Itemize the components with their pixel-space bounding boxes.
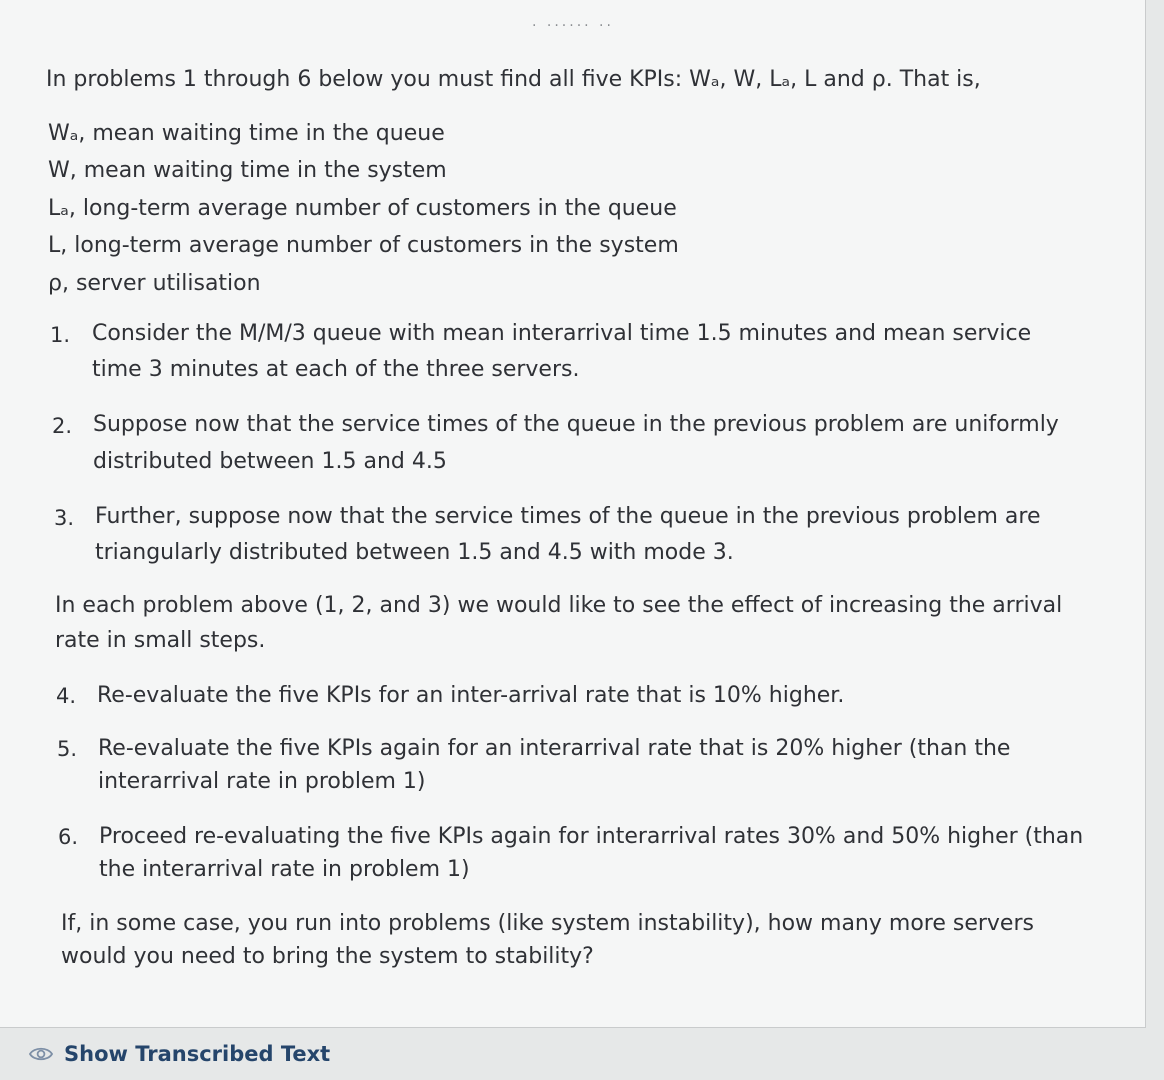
problem-6-line-1: Proceed re-evaluating the five KPIs again for interarrival rates 30% and 50% higher (than bbox=[99, 824, 1084, 849]
problem-number-6: 6. bbox=[58, 825, 79, 849]
middle-line-2: rate in small steps. bbox=[55, 628, 266, 653]
closing-line-2: would you need to bring the system to stability? bbox=[61, 944, 594, 969]
problem-number-5: 5. bbox=[57, 737, 78, 761]
problem-3-line-1: Further, suppose now that the service times of the queue in the previous problem are bbox=[95, 504, 1041, 529]
kpi-definition-rho: ρ, server utilisation bbox=[48, 271, 261, 296]
problem-number-3: 3. bbox=[54, 506, 75, 530]
problem-4-line-1: Re-evaluate the five KPIs for an inter-arrival rate that is 10% higher. bbox=[97, 683, 845, 708]
kpi-definition-w: W, mean waiting time in the system bbox=[48, 158, 447, 183]
problem-number-4: 4. bbox=[56, 684, 77, 708]
problem-5-line-1: Re-evaluate the five KPIs again for an interarrival rate that is 20% higher (than the bbox=[98, 736, 1011, 761]
kpi-definition-lq: Lₐ, long-term average number of customers in the queue bbox=[48, 196, 677, 221]
show-transcribed-text-button[interactable] bbox=[28, 1042, 330, 1066]
problem-6-line-2: the interarrival rate in problem 1) bbox=[99, 857, 470, 882]
problem-5-line-2: interarrival rate in problem 1) bbox=[98, 769, 426, 794]
problem-2-line-2: distributed between 1.5 and 4.5 bbox=[93, 449, 447, 474]
top-mark: . ...... .. bbox=[532, 14, 614, 30]
closing-line-1: If, in some case, you run into problems (like system instability), how many more servers bbox=[61, 911, 1034, 936]
show-transcribed-text-label[interactable]: Show Transcribed Text bbox=[64, 1042, 331, 1066]
middle-line-1: In each problem above (1, 2, and 3) we would like to see the effect of increasing the arrival bbox=[55, 593, 1063, 618]
problem-2-line-1: Suppose now that the service times of the queue in the previous problem are uniformly bbox=[93, 412, 1059, 437]
problem-number-2: 2. bbox=[52, 414, 73, 438]
problem-1-line-2: time 3 minutes at each of the three servers. bbox=[92, 357, 580, 382]
problem-number-1: 1. bbox=[50, 323, 71, 347]
kpi-definition-l: L, long-term average number of customers in the system bbox=[48, 233, 679, 258]
problem-3-line-2: triangularly distributed between 1.5 and 4.5 with mode 3. bbox=[95, 540, 734, 565]
problem-1-line-1: Consider the M/M/3 queue with mean interarrival time 1.5 minutes and mean service bbox=[92, 321, 1032, 346]
eye-icon bbox=[28, 1045, 54, 1063]
kpi-definition-wq: Wₐ, mean waiting time in the queue bbox=[48, 121, 445, 146]
intro-line: In problems 1 through 6 below you must find all five KPIs: Wₐ, W, Lₐ, L and ρ. That is, bbox=[46, 67, 981, 92]
